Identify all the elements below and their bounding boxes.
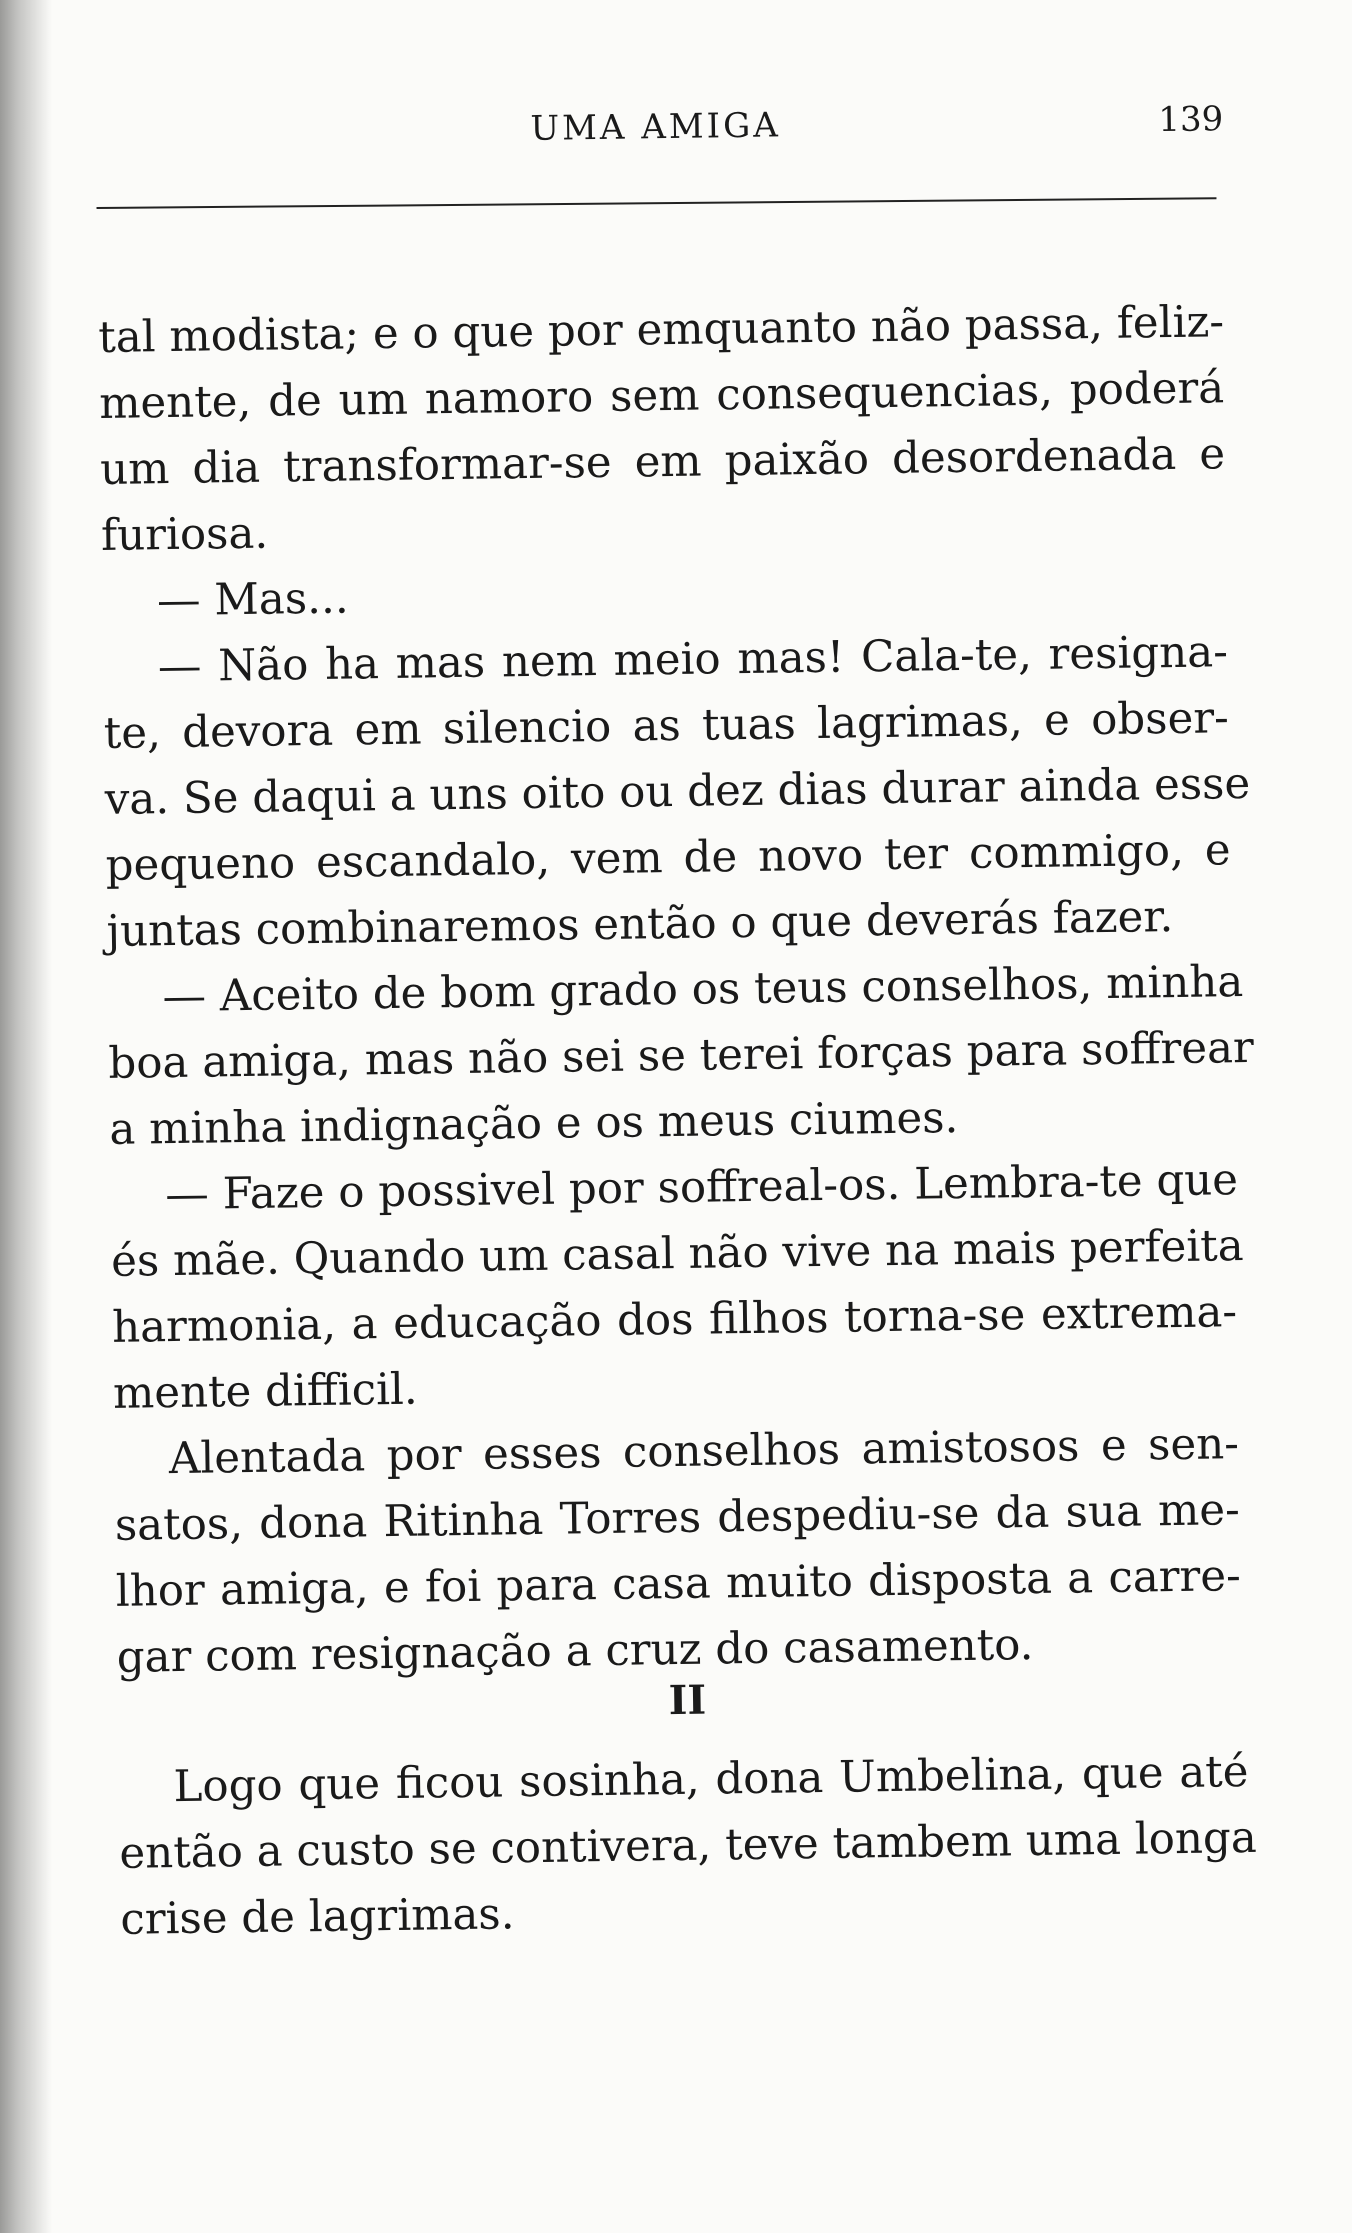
text-line: lhor amiga, e foi para casa muito disposta a carre- [115,1551,1242,1617]
dialogue-line: — Faze o possivel por soffreal-os. Lembra-te que [164,1155,1239,1221]
text-line: pequeno escandalo, vem de novo ter commigo, e [105,825,1231,891]
text-line: furiosa. [100,508,269,561]
text-line: um dia transformar-se em paixão desordenada e [99,429,1226,495]
dialogue-line: — Aceito de bom grado os teus conselhos, minha [162,957,1244,1023]
book-page [95,84,1274,2180]
text-line: és mãe. Quando um casal não vive na mais perfeita [110,1221,1244,1287]
text-line: gar com resignação a cruz do casamento. [116,1620,1034,1683]
text-line: juntas combinaremos então o que deverás fazer. [106,892,1174,957]
text-line: satos, dona Ritinha Torres despediu-se da sua me- [114,1485,1241,1551]
paragraph-first-line: Logo que ficou sosinha, dona Umbelina, que até [173,1747,1249,1813]
text-line: a minha indignação e os meus ciumes. [109,1093,959,1155]
text-line: então a custo se contivera, teve tambem uma longa [119,1812,1258,1879]
section-text [118,1739,1258,1953]
dialogue-line: — Mas... [156,573,349,627]
header-rule [97,197,1217,209]
paragraph-first-line: Alentada por esses conselhos amistosos e sen- [168,1419,1240,1485]
page-number: 139 [1158,99,1224,141]
dialogue-line: — Não ha mas nem meio mas! Cala-te, resigna- [157,627,1229,693]
section-number: II [668,1676,707,1725]
text-line: mente, de um namoro sem consequencias, poderá [98,363,1225,429]
text-line: harmonia, a educação dos filhos torna-se extrema- [111,1287,1238,1353]
text-line: boa amiga, mas não sei se terei forças para soffrear [108,1022,1255,1089]
page-header [95,99,1224,175]
running-title: UMA AMIGA [530,105,782,149]
text-line: mente difficil. [112,1364,419,1419]
text-line: te, devora em silencio as tuas lagrimas, e obser- [103,693,1230,759]
body-text [97,289,1255,1691]
book-spine-shadow [0,0,52,2233]
text-line: tal modista; e o que por emquanto não passa, feliz- [97,297,1225,363]
text-line: va. Se daqui a uns oito ou dez dias durar ainda esse [104,758,1251,825]
text-line: crise de lagrimas. [120,1889,515,1945]
